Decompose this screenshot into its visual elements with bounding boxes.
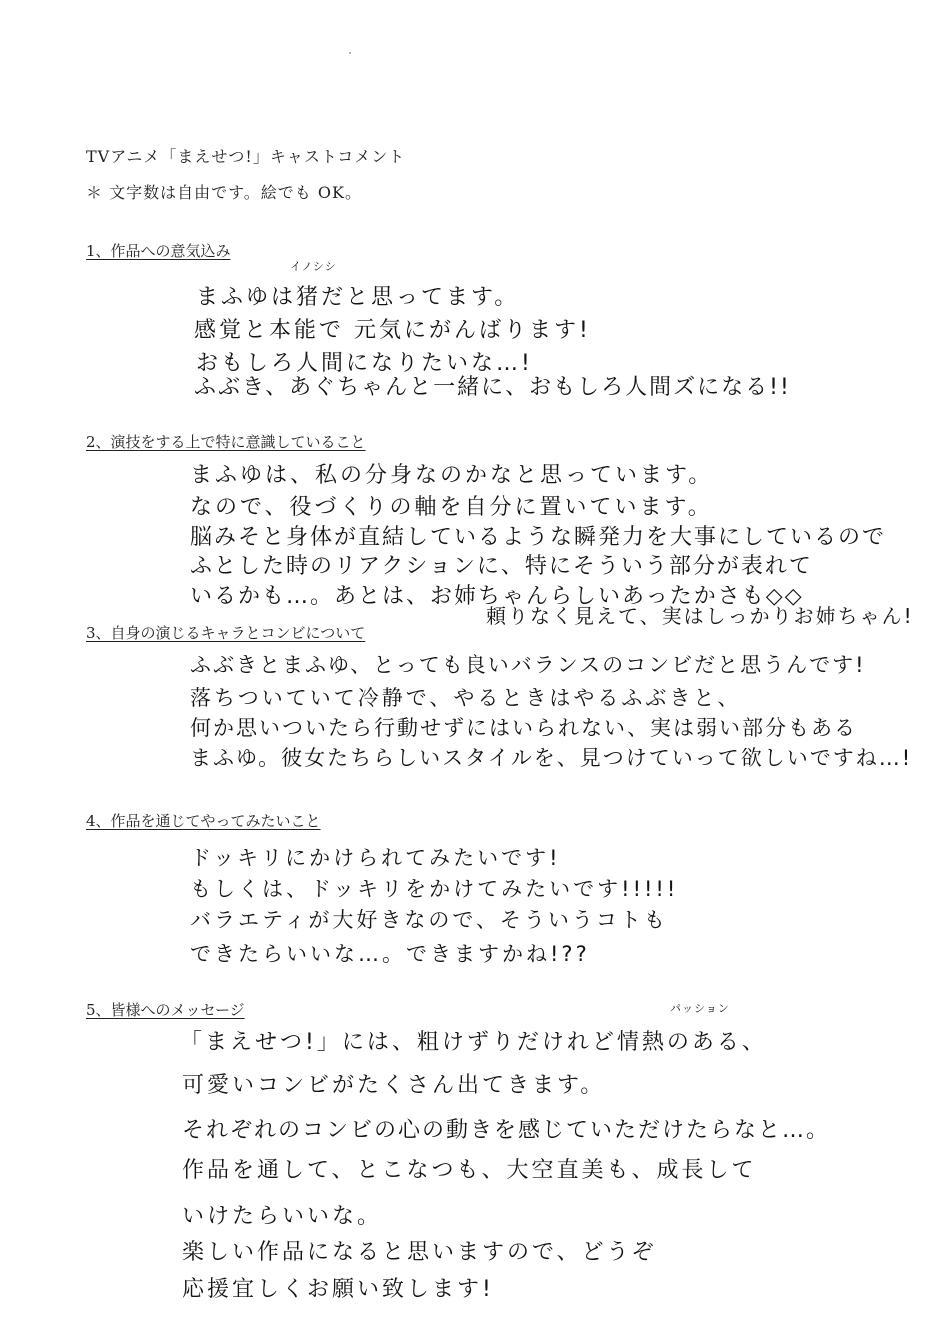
section-1-heading: 1、作品への意気込み (86, 242, 231, 260)
section-3-line-2: ふぶきとまふゆ、とっても良いバランスのコンビだと思うんです! (190, 653, 866, 677)
section-2-line-5: いるかも…。あとは、お姉ちゃんらしいあったかさも◇◇ (190, 584, 804, 609)
section-4-heading: 4、作品を通じてやってみたいこと (86, 812, 321, 830)
section-3-line-4: 何か思いついたら行動せずにはいられない、実は弱い部分もある (190, 716, 857, 740)
section-2-line-1: まふゆは、私の分身なのかなと思っています。 (190, 463, 714, 488)
section-1-ruby: イノシシ (290, 260, 337, 273)
section-2-line-3: 脳みそと身体が直結しているような瞬発力を大事にしているので (190, 525, 887, 550)
section-1-line-3: おもしろ人間になりたいな…! (196, 351, 533, 376)
document-note: ＊ 文字数は自由です。絵でも OK。 (86, 183, 362, 202)
section-1-line-4: ふぶき、あぐちゃんと一緒に、おもしろ人間ズになる!! (194, 375, 791, 400)
document-title: TVアニメ「まえせつ!」キャストコメント (86, 147, 406, 166)
section-3-line-5: まふゆ。彼女たちらしいスタイルを、見つけていって欲しいですね…! (190, 746, 913, 770)
section-5-line-4: 作品を通して、とこなつも、大空直美も、成長して (182, 1158, 757, 1183)
section-4-line-2: もしくは、ドッキリをかけてみたいです!!!!! (190, 877, 679, 901)
section-5-line-2: 可愛いコンビがたくさん出てきます。 (182, 1073, 606, 1098)
section-5-ruby: パッション (670, 1002, 730, 1015)
paper-speck (349, 52, 351, 54)
section-2-heading: 2、演技をする上で特に意識していること (86, 433, 366, 451)
section-5-line-3: それぞれのコンビの心の動きを感じていただけたらなと…。 (182, 1118, 831, 1143)
section-1-line-2: 感覚と本能で 元気にがんばります! (194, 318, 591, 343)
section-2-line-2: なので、役づくりの軸を自分に置いています。 (190, 495, 713, 520)
section-5-line-6: 楽しい作品になると思いますので、どうぞ (182, 1240, 657, 1265)
section-5-line-7: 応援宜しくお願い致します! (182, 1277, 494, 1302)
section-4-line-4: できたらいいな…。できますかね!?? (190, 942, 590, 966)
section-3-line-1: 頼りなく見えて、実はしっかりお姉ちゃん! (486, 604, 914, 628)
section-2-line-4: ふとした時のリアクションに、特にそういう部分が表れて (190, 554, 813, 579)
section-1-line-1: まふゆは猪だと思ってます。 (196, 285, 520, 310)
section-3-line-3: 落ちついていて冷静で、やるときはやるふぶきと、 (190, 686, 742, 710)
section-5-heading: 5、皆様へのメッセージ (86, 1001, 245, 1019)
section-5-line-1: 「まえせつ!」には、粗けずりだけれど情熱のある、 (180, 1030, 767, 1055)
section-4-line-3: バラエティが大好きなので、そういうコトも (190, 908, 668, 932)
section-4-line-1: ドッキリにかけられてみたいです! (190, 846, 561, 870)
section-3-heading: 3、自身の演じるキャラとコンビについて (86, 624, 366, 642)
section-5-line-5: いけたらいいな。 (182, 1204, 383, 1229)
